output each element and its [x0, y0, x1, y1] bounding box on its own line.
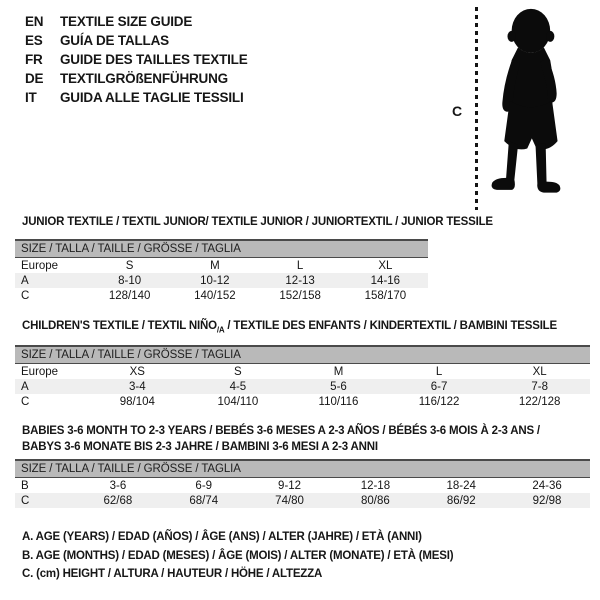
babies-row-c: [15, 493, 590, 508]
lang-row-en: [25, 12, 248, 31]
lang-label: GUÍA DE TALLAS: [60, 33, 169, 48]
babies-size-table: [15, 459, 590, 508]
row-label: C: [21, 289, 30, 302]
junior-section-title: JUNIOR TEXTILE / TEXTIL JUNIOR/ TEXTILE JUNIOR / JUNIORTEXTIL / JUNIOR TESSILE: [22, 216, 493, 228]
height-marker-label: C: [452, 103, 463, 119]
column-header: M: [333, 365, 344, 378]
children-row-a: [15, 379, 590, 394]
junior-columns-row: [15, 258, 428, 273]
table-cell: 80/86: [361, 494, 390, 507]
column-header: XL: [378, 259, 393, 272]
lang-code: IT: [25, 90, 37, 105]
column-header: Europe: [21, 365, 59, 378]
table-cell: 12-13: [285, 274, 315, 287]
table-cell: 140/152: [194, 289, 236, 302]
table-cell: 3-6: [109, 479, 127, 492]
column-header: XS: [129, 365, 145, 378]
table-cell: 62/68: [103, 494, 133, 507]
legend-notes: [22, 531, 453, 587]
lang-label: TEXTILGRÖßENFÜHRUNG: [60, 71, 228, 86]
table-cell: 7-8: [531, 380, 548, 393]
column-header: S: [125, 259, 134, 272]
children-title-part1: CHILDREN'S TEXTILE / TEXTIL NIÑO: [22, 320, 217, 332]
lang-code: ES: [25, 33, 43, 48]
height-dashed-line: [475, 7, 478, 210]
language-guide: [25, 12, 248, 107]
column-header: L: [435, 365, 443, 378]
table-cell: 116/122: [418, 395, 460, 408]
row-label: B: [21, 479, 29, 492]
row-label: A: [21, 380, 29, 393]
table-cell: 4-5: [229, 380, 247, 393]
lang-code: EN: [25, 14, 44, 29]
lang-label: GUIDA ALLE TAGLIE TESSILI: [60, 90, 244, 105]
table-cell: 86/92: [446, 494, 476, 507]
column-header: M: [210, 259, 220, 272]
column-header: L: [296, 259, 304, 272]
column-header: XL: [532, 365, 547, 378]
baby-figure: [450, 5, 578, 213]
lang-row-es: [25, 31, 248, 50]
table-cell: 152/158: [279, 289, 321, 302]
row-label: C: [21, 494, 30, 507]
table-cell: 14-16: [370, 274, 401, 287]
children-title-part2: / TEXTILE DES ENFANTS / KINDERTEXTIL / BAMBINI TESSILE: [224, 320, 557, 332]
table-cell: 5-6: [330, 380, 347, 393]
junior-size-table: [15, 239, 428, 303]
children-title-sub: /A: [216, 325, 225, 335]
babies-section-title: [22, 423, 540, 455]
table-cell: 6-9: [195, 479, 213, 492]
children-section-title: [22, 320, 557, 334]
lang-row-de: [25, 69, 248, 88]
lang-label: GUIDE DES TAILLES TEXTILE: [60, 52, 248, 67]
table-cell: 122/128: [518, 395, 561, 408]
row-label: C: [21, 395, 30, 408]
column-header: Europe: [21, 259, 59, 272]
babies-title-line2: BABYS 3-6 MONATE BIS 2-3 JAHRE / BAMBINI 3-6 MESI A 2-3 ANNI: [22, 441, 378, 453]
table-cell: 8-10: [118, 274, 142, 287]
lang-code: FR: [25, 52, 43, 67]
junior-row-c: [15, 288, 428, 303]
junior-size-header: SIZE / TALLA / TAILLE / GRÖSSE / TAGLIA: [15, 241, 428, 258]
column-header: S: [234, 365, 242, 378]
babies-row-b: [15, 478, 590, 493]
lang-label: TEXTILE SIZE GUIDE: [60, 14, 193, 29]
table-cell: 104/110: [217, 395, 259, 408]
children-size-table: [15, 345, 590, 409]
children-size-header: SIZE / TALLA / TAILLE / GRÖSSE / TAGLIA: [15, 347, 590, 364]
row-label: A: [21, 274, 29, 287]
table-cell: 9-12: [278, 479, 302, 492]
babies-size-header: SIZE / TALLA / TAILLE / GRÖSSE / TAGLIA: [15, 461, 590, 478]
lang-row-fr: [25, 50, 248, 69]
lang-code: DE: [25, 71, 44, 86]
note-age-years: A. AGE (YEARS) / EDAD (AÑOS) / ÂGE (ANS) / ALTER (JAHRE) / ETÀ (ANNI): [22, 531, 422, 543]
table-cell: 68/74: [189, 494, 219, 507]
children-row-c: [15, 394, 590, 409]
table-cell: 92/98: [532, 494, 562, 507]
table-cell: 6-7: [430, 380, 448, 393]
lang-row-it: [25, 88, 248, 107]
junior-row-a: [15, 273, 428, 288]
babies-title-line1: BABIES 3-6 MONTH TO 2-3 YEARS / BEBÉS 3-6 MESES A 2-3 AÑOS / BÉBÉS 3-6 MOIS À 2-3 ANS /: [22, 425, 540, 437]
table-cell: 74/80: [275, 494, 304, 507]
table-cell: 12-18: [360, 479, 391, 492]
table-cell: 158/170: [364, 289, 407, 302]
table-cell: 128/140: [108, 289, 151, 302]
table-cell: 18-24: [446, 479, 476, 492]
table-cell: 98/104: [119, 395, 155, 408]
table-cell: 110/116: [318, 395, 359, 408]
children-columns-row: [15, 364, 590, 379]
note-age-months: B. AGE (MONTHS) / EDAD (MESES) / ÂGE (MOIS) / ALTER (MONATE) / ETÀ (MESI): [22, 549, 454, 562]
baby-silhouette-image: [484, 7, 576, 211]
table-cell: 3-4: [128, 380, 146, 393]
note-height-cm: C. (cm) HEIGHT / ALTURA / HAUTEUR / HÖHE / ALTEZZA: [22, 568, 323, 580]
table-cell: 24-36: [532, 479, 562, 492]
table-cell: 10-12: [200, 274, 230, 287]
